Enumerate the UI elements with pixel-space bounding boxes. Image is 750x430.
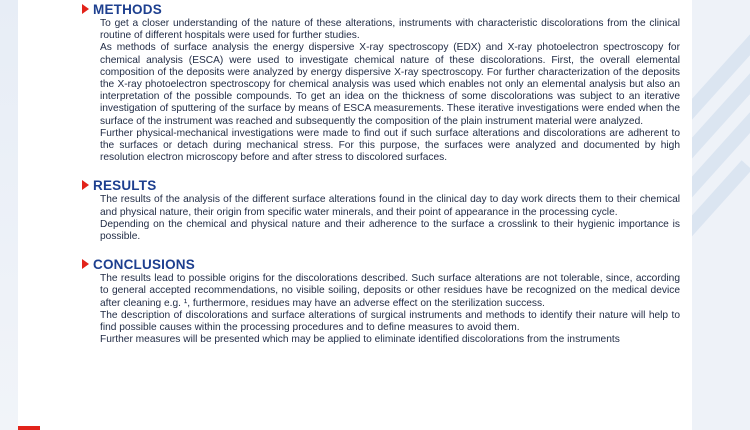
methods-paragraph-1: To get a closer understanding of the nature of these alterations, instruments with characteristic discolorations from the clinical routine of different hospitals were used for further studies. [100,18,680,42]
conclusions-paragraph-2: The description of discolorations and surface alterations of surgical instruments and methods to identify their nature will help to find possible causes within the processing procedures and to define measures to avoid them. [100,309,680,334]
methods-paragraph-2: As methods of surface analysis the energy dispersive X-ray spectroscopy (EDX) and X-ray photoelectron spectroscopy for chemical analysis (ESCA) were used to investigate chemical nature of these discolorations. First, the overall elemental composition of the deposits were analyzed by energy dispersive X-ray spectroscopy. For further characterization of the deposits the X-ray photoelectron spectroscopy for chemical analysis was used which enables not only an elemental analysis but also an interpretation of the possible compounds. To get an idea on the thickness of some discolorations was subject to an iterative investigation of sputtering of the surface by means of ESCA measurements. These iterative investigations were ended when the surface of the instrument was reached and subsequently the composition of the plain instrument material were analyzed. [100,42,680,127]
red-accent-bar [18,426,40,430]
triangle-bullet-icon [82,259,89,269]
conclusions-heading [82,255,680,273]
methods-section [93,0,680,164]
methods-heading [82,0,680,18]
methods-title: METHODS [93,1,162,17]
methods-paragraph-3: Further physical-mechanical investigations were made to find out if such surface alterations and discolorations are adherent to the surfaces or detach during mechanical stress. For this purpose, the surfaces were analyzed and documented by high resolution electron microscopy before and after stress to discolored surfaces. [100,127,680,164]
conclusions-title: CONCLUSIONS [93,256,195,272]
results-section [93,176,680,243]
results-paragraph-1: The results of the analysis of the different surface alterations found in the clinical day to day work directs them to their chemical and physical nature, their origin from specific water minerals, and their point of appearance in the processing cycle. [100,194,680,218]
conclusions-paragraph-1: The results lead to possible origins for the discolorations described. Such surface alterations are not tolerable, since, according to general accepted recommendations, no visible soiling, deposits or other residues have be recognized on the medical device after cleaning e.g. ¹, furthermore, residues may have an adverse effect on the sterilization success. [100,273,680,309]
left-margin-background [0,0,18,430]
document-content [93,0,680,346]
results-heading [82,176,680,194]
triangle-bullet-icon [82,4,89,14]
results-paragraph-2: Depending on the chemical and physical nature and their adherence to the surface a crosslink to their hygienic importance is possible. [100,218,680,243]
conclusions-paragraph-3: Further measures will be presented which may be applied to eliminate identified discolorations from the instruments [100,334,620,346]
results-title: RESULTS [93,177,157,193]
document-page [18,0,692,430]
conclusions-section [93,255,680,346]
triangle-bullet-icon [82,180,89,190]
